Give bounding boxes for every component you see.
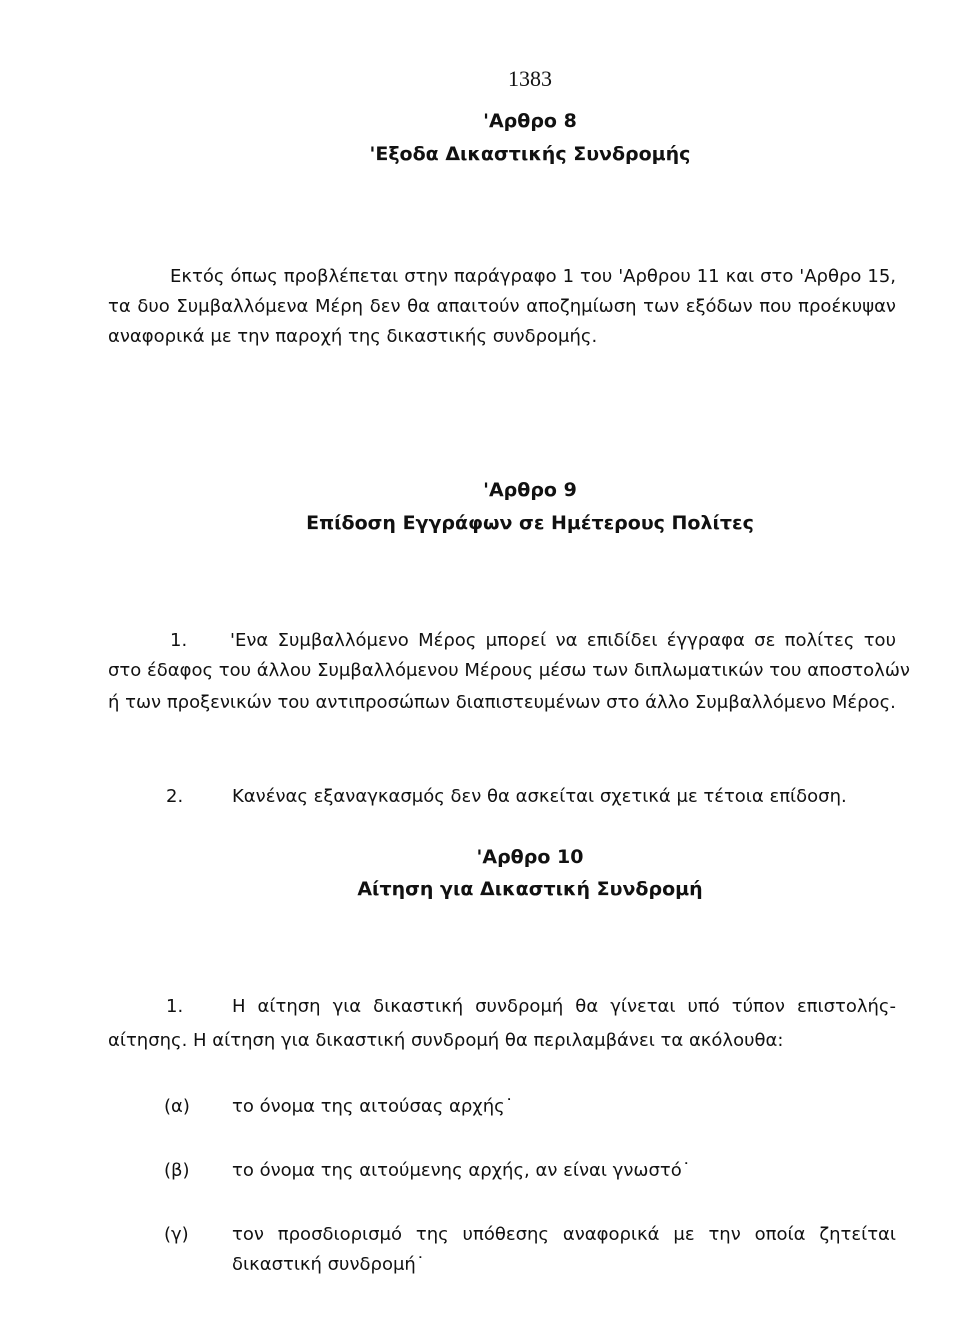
article-9-p1-line-2: στο έδαφος του άλλου Συμβαλλόμενου Μέρους μέσω των διπλωματικών του αποστολών <box>108 660 910 681</box>
list-item-c-line-1: τον προσδιορισμό της υπόθεσης αναφορικά με την οποία ζητείται <box>232 1224 896 1245</box>
article-9-p2-number: 2. <box>166 786 184 807</box>
article-9-heading: 'Αρθρο 9 <box>483 479 577 501</box>
list-item-a-text: το όνομα της αιτούσας αρχής˙ <box>232 1096 514 1117</box>
page-number: 1383 <box>508 66 552 91</box>
list-item-c-line-2: δικαστική συνδρομή˙ <box>232 1254 425 1275</box>
article-10-p1-line-2: αίτησης. Η αίτηση για δικαστική συνδρομή θα περιλαμβάνει τα ακόλουθα: <box>108 1030 784 1051</box>
article-8-heading: 'Αρθρο 8 <box>483 110 577 132</box>
article-8-line-3: αναφορικά με την παροχή της δικαστικής συνδρομής. <box>108 326 598 347</box>
article-10-title: Αίτηση για Δικαστική Συνδρομή <box>357 878 703 900</box>
article-8-line-2: τα δυο Συμβαλλόμενα Μέρη δεν θα απαιτούν αποζημίωση των εξόδων που προέκυψαν <box>108 296 896 317</box>
list-item-c-label: (γ) <box>164 1224 189 1245</box>
list-item-a-label: (α) <box>164 1096 190 1117</box>
article-10-p1-line-1: Η αίτηση για δικαστική συνδρομή θα γίνεται υπό τύπον επιστολής- <box>232 996 896 1017</box>
article-9-p1-line-3: ή των προξενικών του αντιπροσώπων διαπιστευμένων στο άλλο Συμβαλλόμενο Μέρος. <box>108 692 896 713</box>
list-item-b-label: (β) <box>164 1160 190 1181</box>
article-9-title: Επίδοση Εγγράφων σε Ημέτερους Πολίτες <box>306 512 754 534</box>
article-8-line-1: Εκτός όπως προβλέπεται στην παράγραφο 1 του 'Αρθρου 11 και στο 'Αρθρο 15, <box>170 266 896 287</box>
article-8-title: 'Εξοδα Δικαστικής Συνδρομής <box>369 143 691 165</box>
article-10-p1-number: 1. <box>166 996 184 1017</box>
list-item-b-text: το όνομα της αιτούμενης αρχής, αν είναι γνωστό˙ <box>232 1160 691 1181</box>
article-9-p1-number: 1. <box>170 630 188 651</box>
article-10-heading: 'Αρθρο 10 <box>476 846 584 868</box>
article-9-p1-line-1: 'Ενα Συμβαλλόμενο Μέρος μπορεί να επιδίδει έγγραφα σε πολίτες του <box>230 630 896 651</box>
article-9-p2-text: Κανένας εξαναγκασμός δεν θα ασκείται σχετικά με τέτοια επίδοση. <box>232 786 847 807</box>
